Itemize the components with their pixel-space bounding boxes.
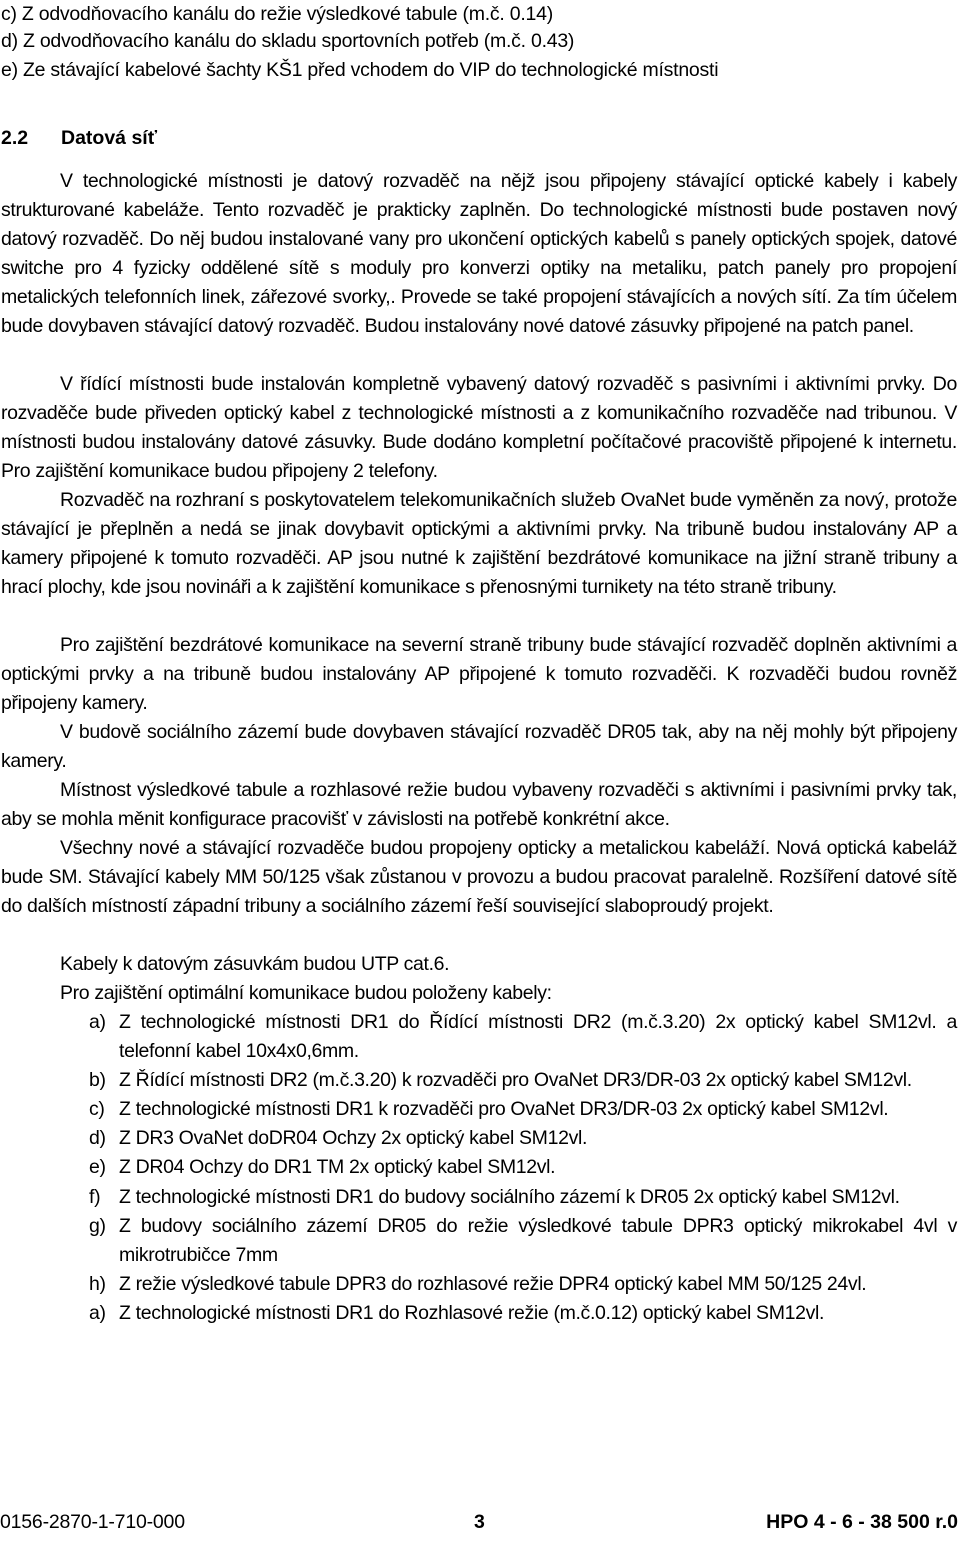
list-item: g) Z budovy sociálního zázemí DR05 do režie výsledkové tabule DPR3 optický mikrokabel 4vl v mikrotrubičce 7mm xyxy=(89,1214,957,1266)
cable-list xyxy=(89,1008,957,1328)
section-title: Datová síť xyxy=(61,127,158,149)
list-item: f) Z technologické místnosti DR1 do budovy sociálního zázemí k DR05 2x optický kabel SM12vl. xyxy=(89,1185,900,1208)
paragraph-severni-tribuna: Pro zajištění bezdrátové komunikace na severní straně tribuny bude stávající rozvaděč doplněn aktivními a optickými prvky a na tribuně budou instalovány AP připojené k tomuto rozvaděči. K rozvaděči budou rovněž připojeny kamery. xyxy=(1,634,957,715)
intro-item-e: e) Ze stávající kabelové šachty KŠ1 před vchodem do VIP do technologické místnosti xyxy=(1,59,719,81)
page-footer xyxy=(0,1511,960,1541)
intro-item-c: c) Z odvodňovacího kanálu do režie výsledkové tabule (m.č. 0.14) xyxy=(1,3,553,25)
paragraph-socialni-zazemi: V budově sociálního zázemí bude dovybaven stávající rozvaděč DR05 tak, aby na něj mohly být připojeny kamery. xyxy=(1,721,957,773)
paragraph-vysledkova-tabule: Místnost výsledkové tabule a rozhlasové režie budou vybaveny rozvaděči s aktivními i pasivními prvky tak, aby se mohla měnit konfigurace pracovišť v závislosti na potřebě konkrétní akce. xyxy=(1,779,957,831)
project-code: HPO 4 - 6 - 38 500 r.0 xyxy=(766,1511,958,1533)
paragraph-utp: Kabely k datovým zásuvkám budou UTP cat.6. xyxy=(60,953,450,975)
page-number: 3 xyxy=(474,1511,485,1533)
list-item: c) Z technologické místnosti DR1 k rozvaděči pro OvaNet DR3/DR-03 2x optický kabel SM12vl. xyxy=(89,1098,889,1121)
paragraph-propojeni: Všechny nové a stávající rozvaděče budou propojeny opticky a metalickou kabeláží. Nová optická kabeláž bude SM. Stávající kabely MM 50/125 však zůstanou v provozu a budou pracovat paralelně. Rozšíření datové sítě do dalších místností západní tribuny a sociálního zázemí řeší související slaboproudý projekt. xyxy=(1,837,957,918)
list-item: b) Z Řídící místnosti DR2 (m.č.3.20) k rozvaděči pro OvaNet DR3/DR-03 2x optický kabel SM12vl. xyxy=(89,1069,912,1092)
paragraph-kabely-intro: Pro zajištění optimální komunikace budou položeny kabely: xyxy=(60,982,552,1004)
list-item: a) Z technologické místnosti DR1 do Řídící místnosti DR2 (m.č.3.20) 2x optický kabel SM12vl. a telefonní kabel 10x4x0,6mm. xyxy=(89,1011,957,1063)
document-number: 0156-2870-1-710-000 xyxy=(0,1511,185,1533)
intro-item-d: d) Z odvodňovacího kanálu do skladu sportovních potřeb (m.č. 0.43) xyxy=(1,30,575,52)
section-heading xyxy=(1,124,157,153)
section-number: 2.2 xyxy=(1,127,29,149)
paragraph-ridici-mistnost: V řídící místnosti bude instalován kompletně vybavený datový rozvaděč s pasivními i aktivními prvky. Do rozvaděče bude přiveden optický kabel z technologické místnosti a z komunikačního rozvaděče nad tribunou. V místnosti budou instalovány datové zásuvky. Bude dodáno kompletní počítačové pracoviště připojené k internetu. Pro zajištění komunikace budou připojeny 2 telefony. xyxy=(1,373,957,483)
paragraph-datovy-rozvadec: V technologické místnosti je datový rozvaděč na nějž jsou připojeny stávající optické kabely i kabely strukturované kabeláže. Tento rozvaděč je prakticky zaplněn. Do technologické místnosti bude postaven nový datový rozvaděč. Do něj budou instalované vany pro ukončení optických kabelů s panely optických spojek, datové switche pro 4 fyzicky oddělené sítě s moduly pro konverzi optiky na metaliku, patch panely pro propojení metalických telefonních linek, zářezové svorky,. Provede se také propojení stávajících a nových sítí. Za tím účelem bude dovybaven stávající datový rozvaděč. Budou instalovány nové datové zásuvky připojené na patch panel. xyxy=(1,170,957,338)
list-item: e) Z DR04 Ochzy do DR1 TM 2x optický kabel SM12vl. xyxy=(89,1156,556,1179)
list-item: a) Z technologické místnosti DR1 do Rozhlasové režie (m.č.0.12) optický kabel SM12vl. xyxy=(89,1301,825,1324)
list-item: d) Z DR3 OvaNet doDR04 Ochzy 2x optický kabel SM12vl. xyxy=(89,1127,588,1150)
paragraph-ovanet: Rozvaděč na rozhraní s poskytovatelem telekomunikačních služeb OvaNet bude vyměněn za nový, protože stávající je přeplněn a nedá se jinak dovybavit optickými a aktivními prvky. Na tribuně budou instalovány AP a kamery připojené k tomuto rozvaděči. AP jsou nutné k zajištění bezdrátové komunikace na jižní straně tribuny a hrací plochy, kde jsou novináři a k zajištění komunikace s přenosnými turnikety na této straně tribuny. xyxy=(1,489,957,599)
list-item: h) Z režie výsledkové tabule DPR3 do rozhlasové režie DPR4 optický kabel MM 50/125 24vl. xyxy=(89,1272,867,1295)
